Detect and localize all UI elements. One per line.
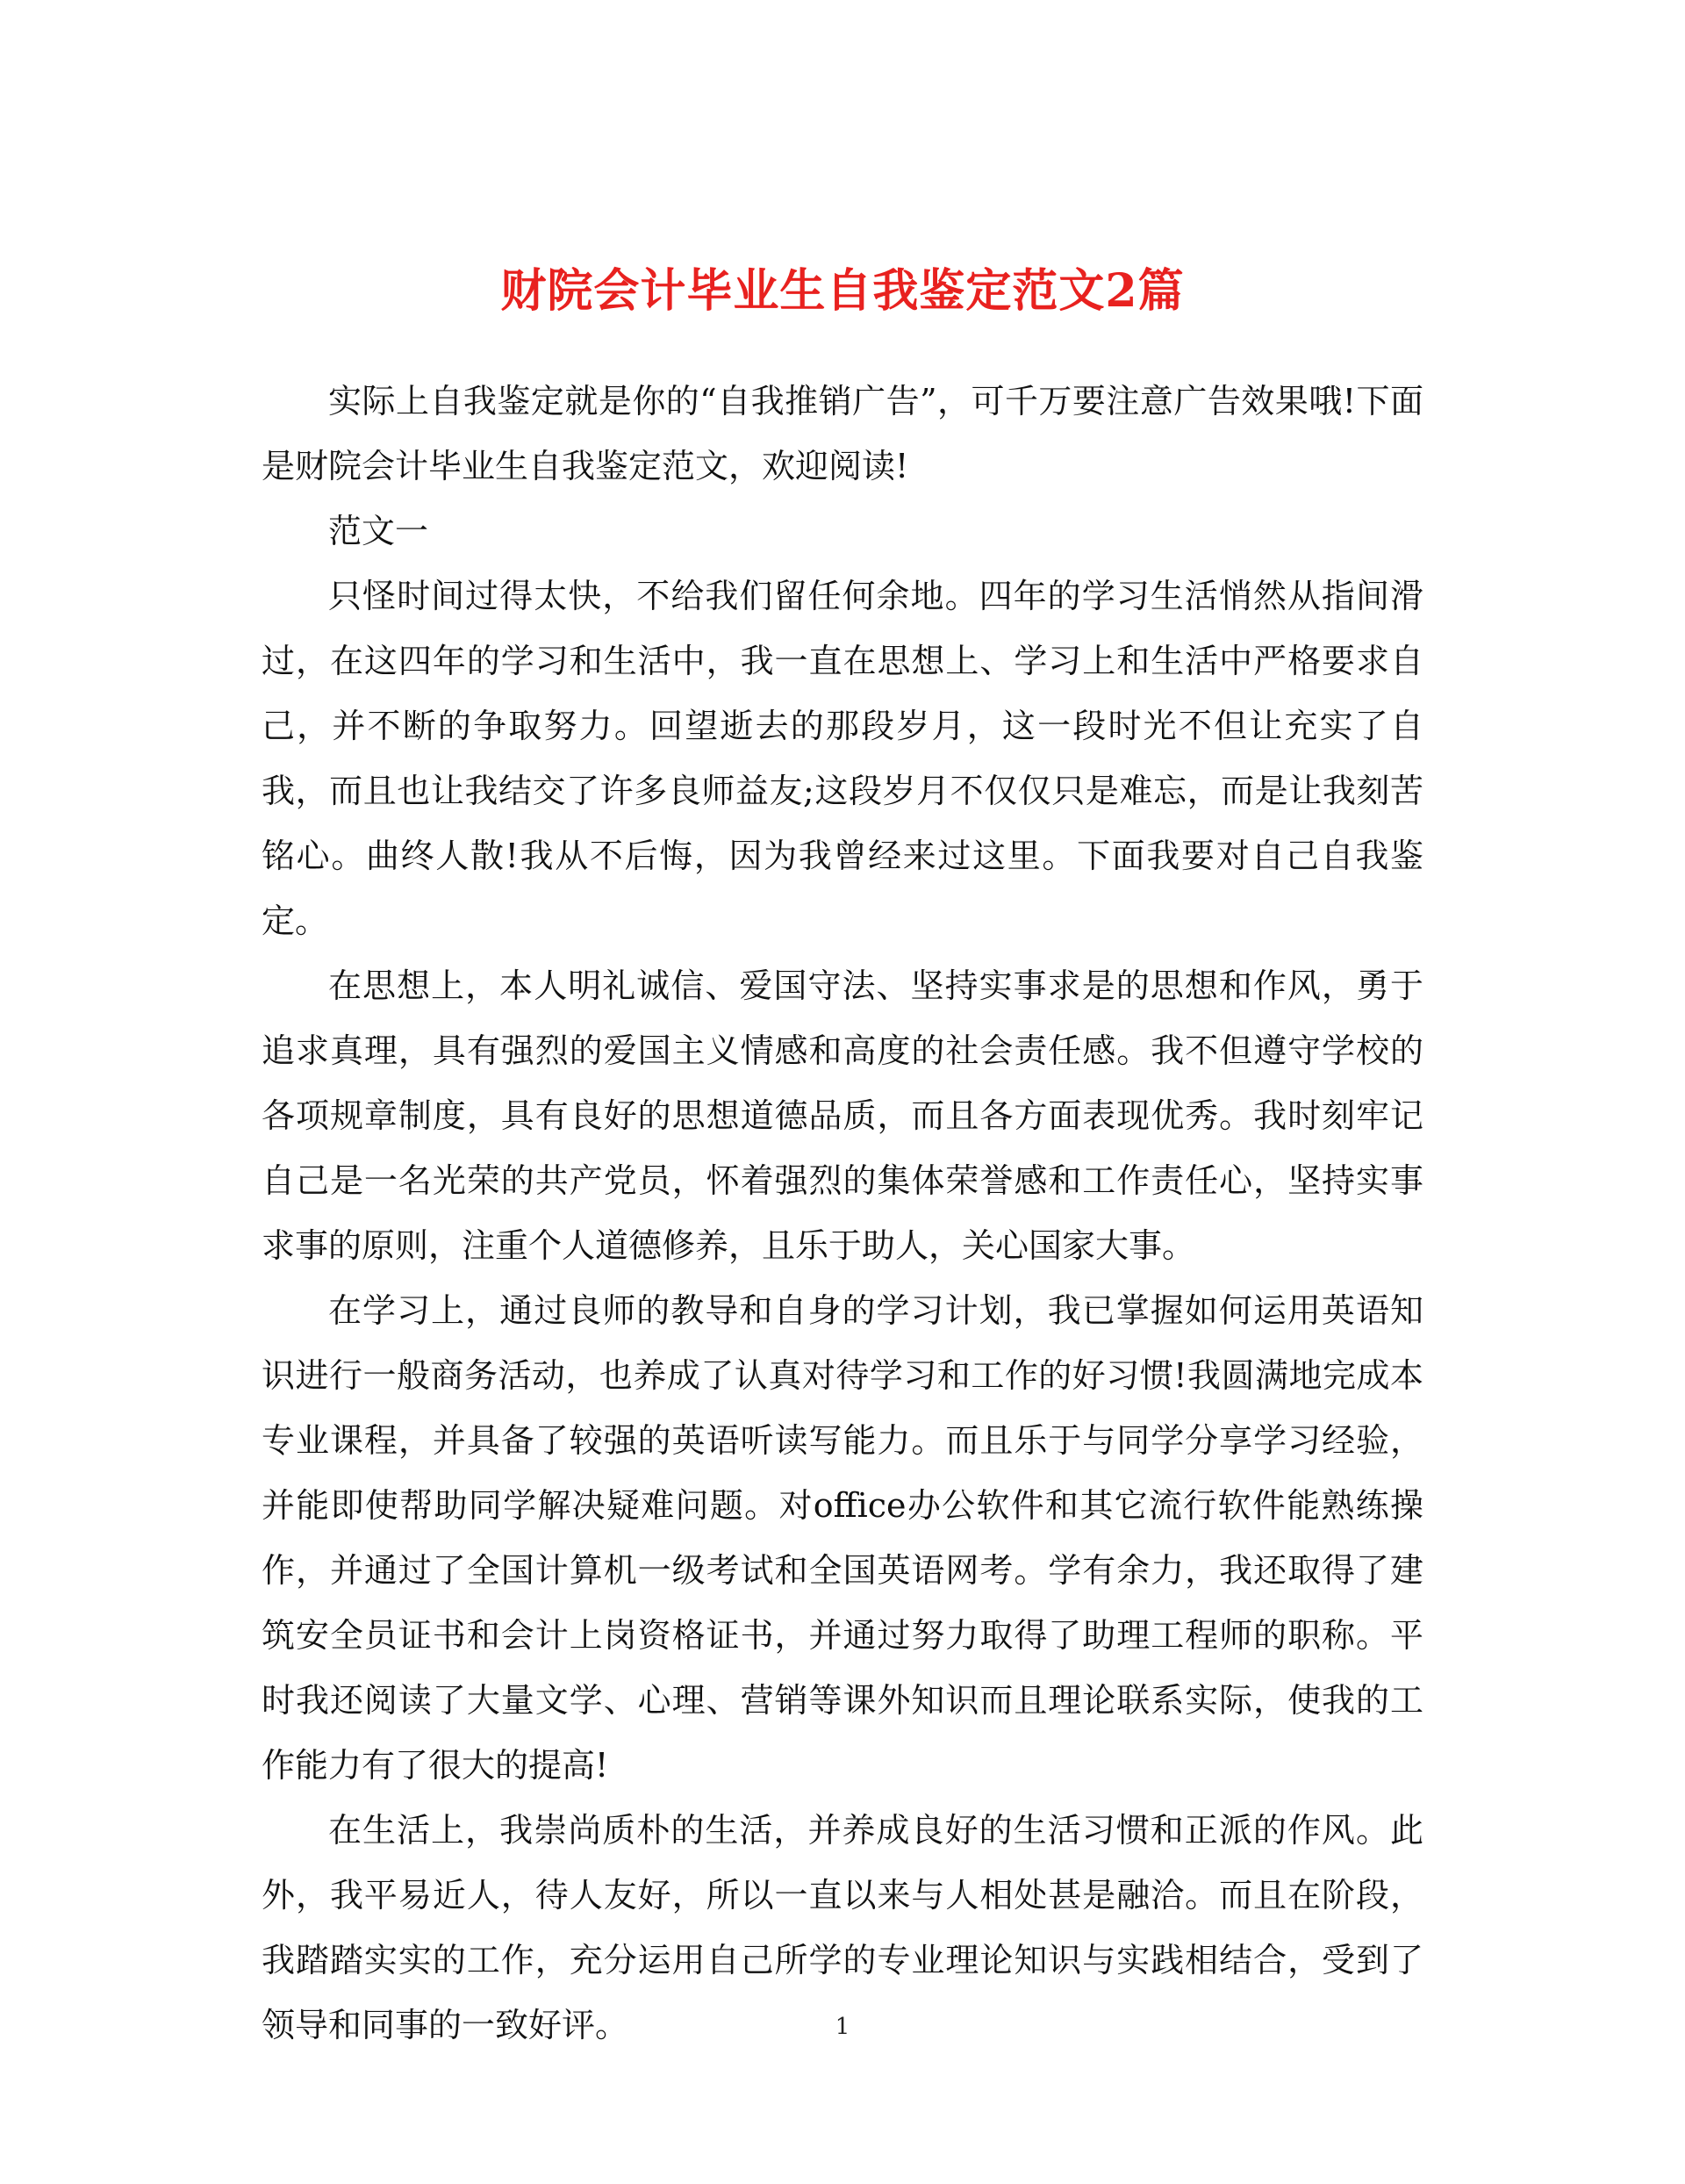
page-number: 1 [835, 2014, 850, 2040]
section-heading: 范文一 [328, 512, 429, 550]
intro-paragraph: 实际上自我鉴定就是你的“自我推销广告”，可千万要注意广告效果哦!下面是财院会计毕业生自我鉴定范文，欢迎阅读! [262, 382, 1423, 485]
body-paragraph: 只怪时间过得太快，不给我们留任何余地。四年的学习生活悄然从指间滑过，在这四年的学习和生活中，我一直在思想上、学习上和生活中严格要求自己，并不断的争取努力。回望逝去的那段岁月，这一段时光不但让充实了自我，而且也让我结交了许多良师益友;这段岁月不仅仅只是难忘，而是让我刻苦铭心。曲终人散!我从不后悔，因为我曾经来过这里。下面我要对自己自我鉴定。 [262, 577, 1423, 940]
body-paragraph: 在学习上，通过良师的教导和自身的学习计划，我已掌握如何运用英语知识进行一般商务活动，也养成了认真对待学习和工作的好习惯!我圆满地完成本专业课程，并具备了较强的英语听读写能力。而且乐于与同学分享学习经验，并能即使帮助同学解决疑难问题。对office办公软件和其它流行软件能熟练操作，并通过了全国计算机一级考试和全国英语网考。学有余力，我还取得了建筑安全员证书和会计上岗资格证书，并通过努力取得了助理工程师的职称。平时我还阅读了大量文学、心理、营销等课外知识而且理论联系实际，使我的工作能力有了很大的提高! [262, 1291, 1423, 1785]
document-body [262, 369, 1423, 2058]
document-title: 财院会计毕业生自我鉴定范文2篇 [500, 263, 1185, 318]
body-paragraph: 在生活上，我崇尚质朴的生活，并养成良好的生活习惯和正派的作风。此外，我平易近人，待人友好，所以一直以来与人相处甚是融洽。而且在阶段，我踏踏实实的工作，充分运用自己所学的专业理论知识与实践相结合，受到了领导和同事的一致好评。 [262, 1811, 1423, 2044]
body-paragraph: 在思想上，本人明礼诚信、爱国守法、坚持实事求是的思想和作风，勇于追求真理，具有强烈的爱国主义情感和高度的社会责任感。我不但遵守学校的各项规章制度，具有良好的思想道德品质，而且各方面表现优秀。我时刻牢记自己是一名光荣的共产党员，怀着强烈的集体荣誉感和工作责任心，坚持实事求事的原则，注重个人道德修养，且乐于助人，关心国家大事。 [262, 966, 1423, 1265]
